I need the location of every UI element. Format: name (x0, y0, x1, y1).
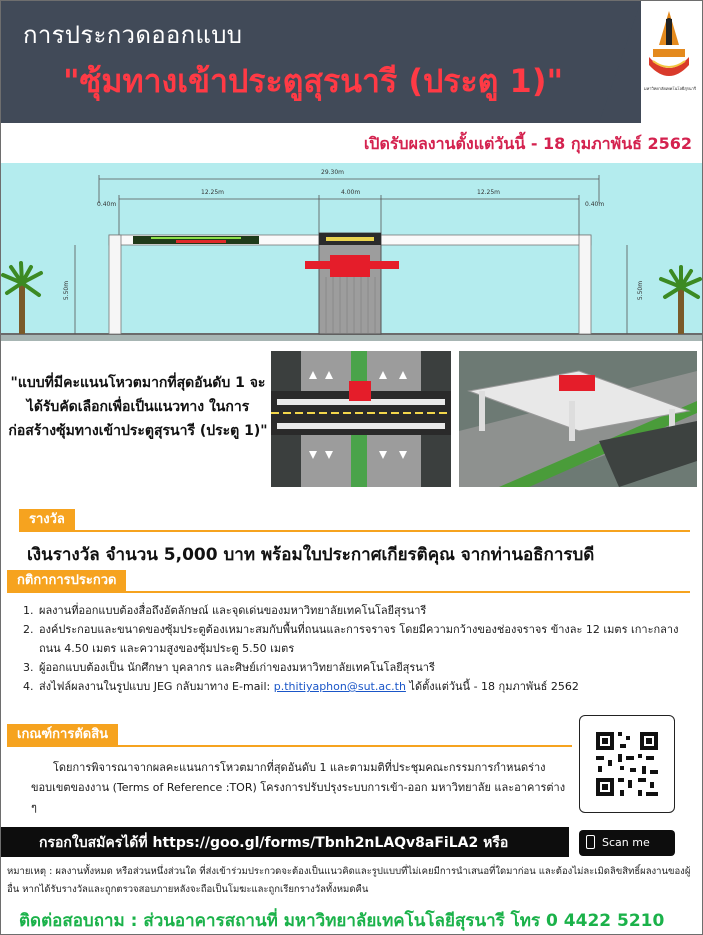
rules-section-divider (7, 591, 690, 593)
rule-item (23, 601, 693, 620)
prize-section-label: รางวัล (19, 509, 75, 531)
header-band-slant (599, 1, 641, 123)
rules-list (23, 601, 693, 696)
dim-span-left: 12.25m (201, 189, 225, 196)
criteria-section-divider (7, 745, 572, 747)
rule-number: 1. (23, 604, 34, 617)
dim-span-center: 4.00m (341, 189, 361, 196)
rule-text: ผลงานที่ออกแบบต้องสื่อถึงอัตลักษณ์ และจุดเด่นของมหาวิทยาลัยเทคโนโลยีสุรนารี (39, 604, 427, 617)
gate-elevation-drawing (1, 163, 702, 341)
rule-item (23, 677, 693, 696)
header-title-small: การประกวดออกแบบ (23, 21, 243, 49)
criteria-section-label: เกณฑ์การตัดสิน (7, 724, 118, 746)
submission-email-link[interactable]: p.thitiyaphon@sut.ac.th (273, 680, 406, 693)
rule-number: 2. (23, 623, 34, 636)
rules-section-label: กติกาการประกวด (7, 570, 126, 592)
criteria-description: โดยการพิจารณาจากผลคะแนนการโหวตมากที่สุดอันดับ 1 และตามมติที่ประชุมคณะกรรมการกำหนดร่างขอบเขตของงาน (Terms of Reference :TOR) โครงการปรับปรุงระบบการเข้า-ออก มหาวิทยาลัย และอาคารต่าง ๆ (31, 761, 566, 814)
rule-item (23, 620, 693, 658)
dim-post-right: 0.40m (585, 201, 605, 208)
selection-quote: "แบบที่มีคะแนนโหวตมากที่สุดอันดับ 1 จะได้รับคัดเลือกเพื่อเป็นแนวทาง ในการก่อสร้างซุ้มทางเข้าประตูสุรนารี (ประตู 1)" (8, 375, 268, 439)
rule-text: องค์ประกอบและขนาดของซุ้มประตูต้องเหมาะสมกับพื้นที่ถนนและการจราจร โดยมีความกว้างของช่องจราจร ข้างละ 12 เมตร เกาะกลางถนน 4.50 เมตร และความสูงของซุ้มประตู 5.50 เมตร (39, 623, 679, 655)
apply-link-text[interactable]: กรอกใบสมัครได้ที่ https://goo.gl/forms/Tbnh2nLAQv8aFiLA2 หรือ (39, 835, 509, 851)
gate-plan-render-image (271, 351, 451, 487)
smartphone-icon (586, 835, 595, 849)
qr-code-icon[interactable] (579, 715, 675, 813)
dim-height-left: 5.50m (63, 280, 71, 301)
dim-span-right: 12.25m (477, 189, 501, 196)
dim-post-left: 0.40m (97, 201, 117, 208)
palm-tree-left-icon (3, 263, 41, 334)
palm-tree-right-icon (661, 267, 700, 334)
dim-height-right: 5.50m (637, 280, 645, 301)
rule-item (23, 658, 693, 677)
open-date-banner: เปิดรับผลงานตั้งแต่วันนี้ - 18 กุมภาพันธ์ 2562 (363, 134, 692, 153)
rule-text: ผู้ออกแบบต้องเป็น นักศึกษา บุคลากร และศิษย์เก่าของมหาวิทยาลัยเทคโนโลยีสุรนารี (39, 661, 435, 674)
rule-text: ส่งไฟล์ผลงานในรูปแบบ JEG กลับมาทาง E-mail: (39, 680, 274, 693)
header-title-main: "ซุ้มทางเข้าประตูสุรนารี (ประตู 1)" (63, 62, 564, 100)
logo-caption: มหาวิทยาลัยเทคโนโลยีสุรนารี (643, 86, 696, 91)
rule-number: 4. (23, 680, 34, 693)
rule-number: 3. (23, 661, 34, 674)
remark-note: หมายเหตุ : ผลงานทั้งหมด หรือส่วนหนึ่งส่วนใด ที่ส่งเข้าร่วมประกวดจะต้องเป็นแนวคิดและรูปแบบที่ไม่เคยมีการนำเสนอที่ใดมาก่อน และต้องไม่ละเมิดลิขสิทธิ์ผลงานของผู้อื่น หากได้รับรางวัลและถูกตรวจสอบภายหลังจะถือเป็นโมฆะและถูกเรียกรางวัลทั้งหมดคืน (7, 866, 691, 895)
prize-description: เงินรางวัล จำนวน 5,000 บาท พร้อมใบประกาศเกียรติคุณ จากท่านอธิการบดี (27, 545, 595, 565)
dim-total-width: 29.30m (321, 169, 345, 176)
rule-text: ได้ตั้งแต่วันนี้ - 18 กุมภาพันธ์ 2562 (405, 680, 579, 693)
prize-section-divider (19, 530, 690, 532)
gate-3d-render-image (459, 351, 697, 487)
scan-me-label: Scan me (602, 836, 650, 849)
contact-line: ติดต่อสอบถาม : ส่วนอาคารสถานที่ มหาวิทยาลัยเทคโนโลยีสุรนารี โทร 0 4422 5210 (19, 911, 665, 931)
